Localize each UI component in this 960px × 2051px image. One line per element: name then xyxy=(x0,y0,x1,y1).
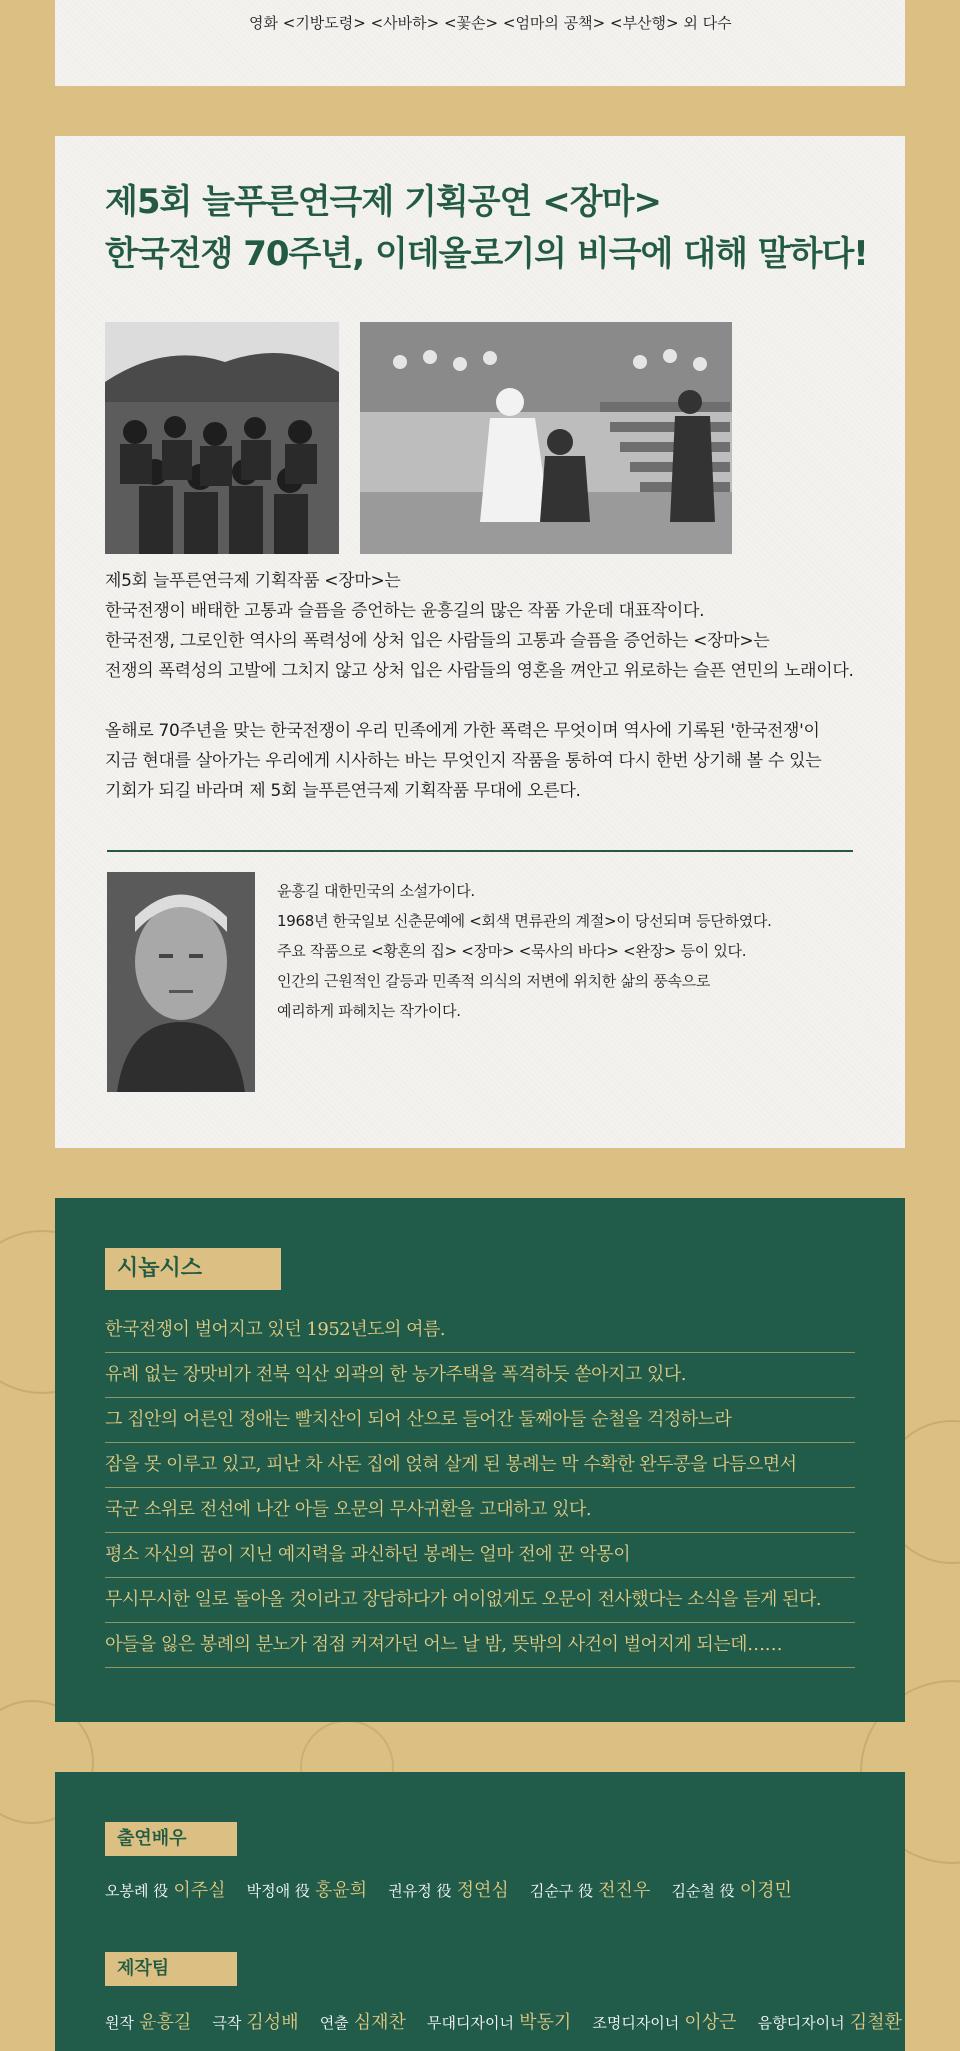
intro-paragraph xyxy=(105,566,854,686)
crew-member xyxy=(320,2013,422,2032)
bio-line: 주요 작품으로 <황혼의 집> <장마> <묵사의 바다> <완장> 등이 있다. xyxy=(277,942,747,960)
cast-name: 홍윤희 xyxy=(314,1880,368,1901)
cast-role: 김순구 役 xyxy=(529,1882,594,1900)
synopsis-line: 평소 자신의 꿈이 지닌 예지력을 과신하던 봉례는 얼마 전에 꾼 악몽이 xyxy=(105,1533,855,1578)
feature-title xyxy=(105,176,868,280)
cast-role: 오봉례 役 xyxy=(105,1882,169,1900)
synopsis-line: 국군 소위로 전선에 나간 아들 오문의 무사귀환을 고대하고 있다. xyxy=(105,1488,855,1533)
cast-member xyxy=(388,1881,525,1900)
synopsis-line: 한국전쟁이 벌어지고 있던 1952년도의 여름. xyxy=(105,1308,855,1353)
crew-member xyxy=(758,2013,918,2032)
cast-role: 박정애 役 xyxy=(246,1882,310,1900)
bio-line: 윤흥길 대한민국의 소설가이다. xyxy=(277,882,475,900)
crew-name: 윤흥길 xyxy=(139,2012,192,2033)
cast-member xyxy=(530,1881,667,1900)
intro-line: 제5회 늘푸른연극제 기획작품 <장마>는 xyxy=(105,571,401,591)
crew-name: 김성배 xyxy=(246,2012,299,2033)
feature-title-line1: 제5회 늘푸른연극제 기획공연 <장마> xyxy=(105,182,661,222)
synopsis-line: 잠을 못 이루고 있고, 피난 차 사돈 집에 얹혀 살게 된 봉례는 막 수확한 완두콩을 다듬으면서 xyxy=(105,1443,855,1488)
crew-member xyxy=(105,2013,207,2032)
previous-profile-panel xyxy=(55,0,905,86)
crew-role: 원작 xyxy=(105,2014,134,2032)
synopsis-line: 유례 없는 장맛비가 전북 익산 외곽의 한 농가주택을 폭격하듯 쏟아지고 있다. xyxy=(105,1353,855,1398)
crew-name: 박동기 xyxy=(519,2012,572,2033)
bio-line: 1968년 한국일보 신춘문예에 <회색 면류관의 계절>이 당선되며 등단하였다. xyxy=(277,912,772,930)
synopsis-panel xyxy=(55,1198,905,1722)
bio-line: 예리하게 파헤치는 작가이다. xyxy=(277,1002,461,1020)
synopsis-line: 그 집안의 어른인 정애는 빨치산이 되어 산으로 들어간 둘째아들 순철을 걱정하느라 xyxy=(105,1398,855,1443)
crew-list xyxy=(105,2008,918,2034)
cast-member xyxy=(671,1881,808,1900)
feature-panel xyxy=(55,136,905,1148)
cast-member xyxy=(247,1881,384,1900)
crew-role: 무대디자이너 xyxy=(427,2014,514,2032)
intro-line: 한국전쟁이 배태한 고통과 슬픔을 증언하는 윤흥길의 많은 작품 가운데 대표작이다. xyxy=(105,601,705,621)
author-bio xyxy=(277,876,772,1026)
intro-line: 한국전쟁, 그로인한 역사의 폭력성에 상처 입은 사람들의 고통과 슬픔을 증언하는 <장마>는 xyxy=(105,631,770,651)
cast-name: 정연심 xyxy=(456,1880,509,1901)
cast-role: 권유정 役 xyxy=(388,1882,452,1900)
cast-list xyxy=(105,1876,808,1902)
stage-photo xyxy=(360,322,732,554)
film-credits-line: 영화 <기방도령> <사바하> <꽃손> <엄마의 공책> <부산행> 외 다수 xyxy=(249,14,732,32)
crew-member xyxy=(212,2013,314,2032)
crew-name: 이상근 xyxy=(684,2012,737,2033)
crew-role: 연출 xyxy=(319,2014,349,2032)
crew-member xyxy=(427,2013,587,2032)
intro-line: 전쟁의 폭력성의 고발에 그치지 않고 상처 입은 사람들의 영혼을 껴안고 위로하는 슬픈 연민의 노래이다. xyxy=(105,661,854,681)
purpose-paragraph xyxy=(105,716,821,806)
section-divider xyxy=(107,850,853,852)
cast-name: 전진우 xyxy=(598,1880,651,1901)
bio-line: 인간의 근원적인 갈등과 민족적 의식의 저변에 위치한 삶의 풍속으로 xyxy=(277,972,711,990)
credits-panel xyxy=(55,1772,905,2051)
cast-member xyxy=(105,1881,242,1900)
crew-role: 극작 xyxy=(212,2014,242,2032)
crew-name: 심재찬 xyxy=(353,2012,406,2033)
purpose-line: 올해로 70주년을 맞는 한국전쟁이 우리 민족에게 가한 폭력은 무엇이며 역사에 기록된 '한국전쟁'이 xyxy=(105,721,820,741)
crew-role: 조명디자이너 xyxy=(592,2014,680,2032)
synopsis-line: 아들을 잃은 봉례의 분노가 점점 커져가던 어느 날 밤, 뜻밖의 사건이 벌어지게 되는데…… xyxy=(105,1623,855,1668)
crew-role: 음향디자이너 xyxy=(757,2014,845,2032)
synopsis-label: 시놉시스 xyxy=(105,1248,281,1290)
cast-name: 이주실 xyxy=(173,1880,226,1901)
war-photo xyxy=(105,322,339,554)
crew-member xyxy=(592,2013,752,2032)
crew-label: 제작팀 xyxy=(105,1952,237,1986)
synopsis-line: 무시무시한 일로 돌아올 것이라고 장담하다가 어이없게도 오문이 전사했다는 소식을 듣게 된다. xyxy=(105,1578,855,1623)
cast-name: 이경민 xyxy=(739,1880,792,1901)
crew-name: 김철환 xyxy=(849,2012,902,2033)
feature-title-line2: 한국전쟁 70주년, 이데올로기의 비극에 대해 말하다! xyxy=(105,234,868,274)
purpose-line: 지금 현대를 살아가는 우리에게 시사하는 바는 무엇인지 작품을 통하여 다시 한번 상기해 볼 수 있는 xyxy=(105,751,822,771)
purpose-line: 기회가 되길 바라며 제 5회 늘푸른연극제 기획작품 무대에 오른다. xyxy=(105,781,581,801)
author-portrait xyxy=(107,872,255,1092)
cast-label: 출연배우 xyxy=(105,1822,237,1856)
cast-role: 김순철 役 xyxy=(671,1882,735,1900)
